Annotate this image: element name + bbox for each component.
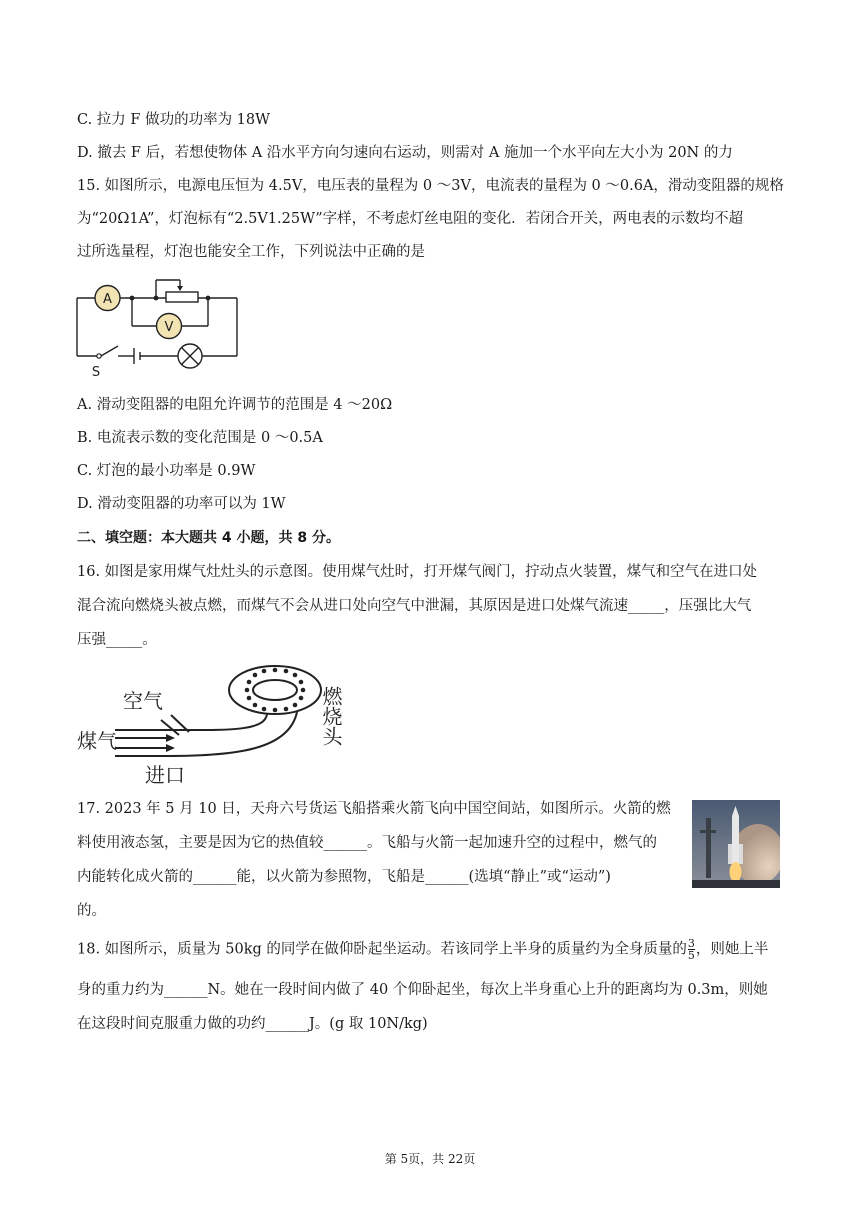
q18-line1-text-a: 18. 如图所示，质量为 50kg 的同学在做仰卧起坐运动。若该同学上半身的质量约为全身质量的 bbox=[77, 941, 687, 958]
q15-option-d: D. 滑动变阻器的功率可以为 1W bbox=[77, 496, 286, 512]
q15-stem-line1: 15. 如图所示，电源电压恒为 4.5V，电压表的量程为 0 ～3V，电流表的量程为 0 ～0.6A，滑动变阻器的规格 bbox=[77, 178, 784, 194]
burner-label: 燃烧头 bbox=[319, 686, 343, 746]
voltmeter-label: V bbox=[164, 320, 174, 335]
section-heading: 二、填空题：本大题共 4 小题，共 8 分。 bbox=[77, 530, 340, 546]
gas-label: 煤气 bbox=[77, 729, 117, 753]
page-footer: 第 5页，共 22页 bbox=[384, 1152, 476, 1166]
q17-line3: 内能转化成火箭的______能，以火箭为参照物，飞船是______(选填“静止”或“运动”) bbox=[77, 869, 611, 885]
circuit-diagram bbox=[70, 272, 250, 380]
q18-line1-text-b: ，则她上半 bbox=[695, 941, 769, 958]
q14-option-d: D. 撤去 F 后，若想使物体 A 沿水平方向匀速向右运动，则需对 A 施加一个水平向左大小为 20N 的力 bbox=[77, 145, 733, 161]
q17-line2: 料使用液态氢，主要是因为它的热值较______。飞船与火箭一起加速升空的过程中，燃气的 bbox=[77, 835, 657, 851]
fraction-denominator: 5 bbox=[687, 949, 695, 962]
q18-line2: 身的重力约为______N。她在一段时间内做了 40 个仰卧起坐，每次上半身重心上升的距离均为 0.3m，则她 bbox=[77, 982, 768, 998]
q15-option-b: B. 电流表示数的变化范围是 0 ～0.5A bbox=[77, 430, 323, 446]
ammeter-label: A bbox=[103, 292, 112, 307]
q15-stem-line2: 为“20Ω1A”，灯泡标有“2.5V1.25W”字样，不考虑灯丝电阻的变化．若闭合开关，两电表的示数均不超 bbox=[77, 211, 744, 227]
q15-option-a: A. 滑动变阻器的电阻允许调节的范围是 4 ～20Ω bbox=[77, 397, 393, 413]
q17-line1: 17. 2023 年 5 月 10 日，天舟六号货运飞船搭乘火箭飞向中国空间站，如图所示。火箭的燃 bbox=[77, 801, 671, 817]
q16-line3: 压强_____。 bbox=[77, 632, 157, 648]
q14-option-c: C. 拉力 F 做功的功率为 18W bbox=[77, 112, 271, 128]
q16-line1: 16. 如图是家用煤气灶灶头的示意图。使用煤气灶时，打开煤气阀门，拧动点火装置，煤气和空气在进口处 bbox=[77, 564, 758, 580]
q17-line4: 的。 bbox=[77, 903, 106, 919]
fraction-numerator: 3 bbox=[687, 937, 695, 950]
q16-line2: 混合流向燃烧头被点燃，而煤气不会从进口处向空气中泄漏，其原因是进口处煤气流速_____，压强比大气 bbox=[77, 598, 752, 614]
inlet-label: 进口 bbox=[145, 763, 185, 787]
q15-option-c: C. 灯泡的最小功率是 0.9W bbox=[77, 463, 256, 479]
fraction-three-fifths bbox=[688, 938, 695, 961]
q15-stem-line3: 过所选量程，灯泡也能安全工作，下列说法中正确的是 bbox=[77, 244, 425, 260]
q18-line1 bbox=[77, 938, 768, 961]
q18-line3: 在这段时间克服重力做的功约______J。(g 取 10N/kg) bbox=[77, 1016, 428, 1032]
switch-label: S bbox=[91, 365, 101, 380]
rocket-launch-image bbox=[692, 800, 780, 888]
air-label: 空气 bbox=[123, 689, 163, 713]
gas-burner-diagram bbox=[75, 660, 365, 788]
